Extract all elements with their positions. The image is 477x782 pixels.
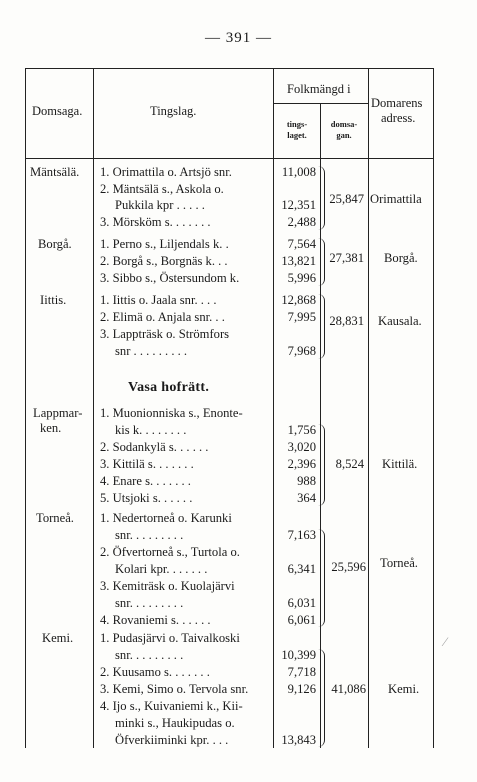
brace: [318, 529, 325, 627]
pencil-mark: ⁄: [444, 634, 447, 649]
domsaga-total: 28,831: [329, 314, 364, 328]
ting-value: 9,126: [287, 682, 316, 696]
domsaga-cell: Kemi.: [42, 631, 74, 645]
domsaga-cell: Lappmar-: [33, 406, 83, 420]
header-domsagan-1: domsa-: [330, 119, 358, 129]
header-tingslaget-1: tings-: [286, 119, 308, 129]
ting-value: 988: [297, 474, 316, 488]
adress-cell: Kittilä.: [382, 457, 418, 471]
ting-value: 7,718: [287, 665, 316, 679]
ting-value: 6,061: [287, 613, 316, 627]
tingslag-cell: Pukkila kpr . . . . .: [115, 198, 205, 212]
header-tingslaget-2: laget.: [287, 130, 307, 140]
tingslag-cell: 1. Perno s., Liljendals k. .: [100, 237, 229, 251]
ting-value: 7,995: [287, 310, 316, 324]
tingslag-cell: 5. Utsjoki s. . . . . .: [100, 491, 193, 505]
brace: [318, 649, 325, 747]
ting-value: 7,564: [287, 237, 316, 251]
ting-value: 364: [297, 491, 316, 505]
tingslag-cell: 3. Lappträsk o. Strömfors: [100, 327, 230, 341]
tingslag-cell: Kolari kpr. . . . . . .: [115, 562, 208, 576]
ting-value: 13,821: [281, 254, 316, 268]
tingslag-cell: kis k. . . . . . . .: [115, 423, 187, 437]
tingslag-cell: 2. Mäntsälä s., Askola o.: [100, 182, 224, 196]
tingslag-cell: 1. Pudasjärvi o. Taivalkoski: [100, 631, 240, 645]
tingslag-cell: snr. . . . . . . . .: [115, 596, 184, 610]
tingslag-cell: snr . . . . . . . . .: [115, 344, 188, 358]
tingslag-cell: 4. Rovaniemi s. . . . . .: [100, 613, 211, 627]
adress-cell: Torneå.: [380, 556, 418, 570]
tingslag-cell: 3. Kittilä s. . . . . . .: [100, 457, 194, 471]
tingslag-cell: 2. Borgå s., Borgnäs k. . .: [100, 254, 228, 268]
domsaga-cell: Iittis.: [40, 293, 67, 307]
adress-cell: Borgå.: [384, 251, 418, 265]
header-domsaga: Domsaga.: [32, 104, 83, 118]
domsaga-total: 27,381: [329, 251, 364, 265]
ting-value: 12,351: [281, 198, 316, 212]
ting-value: 1,756: [287, 423, 316, 437]
tingslag-cell: 2. Öfvertorneå s., Turtola o.: [100, 545, 240, 559]
col-rule-2: [93, 68, 94, 748]
header-domsagan-2: gan.: [336, 130, 352, 140]
tingslag-cell: 1. Iittis o. Jaala snr. . . .: [100, 293, 217, 307]
domsaga-total: 8,524: [335, 457, 364, 471]
header-domarens: Domarens: [371, 96, 423, 110]
ting-value: 7,968: [287, 344, 316, 358]
tingslag-cell: minki s., Haukipudas o.: [115, 716, 235, 730]
adress-cell: Kausala.: [378, 314, 422, 328]
domsaga-cell: Mäntsälä.: [30, 165, 80, 179]
ting-value: 2,488: [287, 215, 316, 229]
tingslag-cell: 1. Orimattila o. Artsjö snr.: [100, 165, 232, 179]
tingslag-cell: snr. . . . . . . . .: [115, 648, 184, 662]
ting-value: 7,163: [287, 528, 316, 542]
domsaga-cell: ken.: [40, 421, 62, 435]
brace: [318, 166, 325, 230]
domsaga-cell: Torneå.: [36, 511, 74, 525]
ting-value: 10,399: [281, 648, 316, 662]
tingslag-cell: 3. Mörsköm s. . . . . . .: [100, 215, 211, 229]
tingslag-cell: 1. Muonionniska s., Enonte-: [100, 406, 243, 420]
header-tingslag: Tingslag.: [150, 104, 197, 118]
ting-value: 13,843: [281, 733, 316, 747]
ting-value: 2,396: [287, 457, 316, 471]
tingslag-cell: 3. Kemi, Simo o. Tervola snr.: [100, 682, 249, 696]
col-rule-6: [433, 68, 434, 748]
tingslag-cell: snr. . . . . . . . .: [115, 528, 184, 542]
tingslag-cell: 2. Elimä o. Anjala snr. . .: [100, 310, 225, 324]
brace: [318, 424, 325, 506]
domsaga-total: 41,086: [331, 682, 366, 696]
domsaga-cell: Borgå.: [38, 237, 72, 251]
ting-value: 11,008: [281, 165, 316, 179]
ting-value: 6,031: [287, 596, 316, 610]
tingslag-cell: 3. Sibbo s., Östersundom k.: [100, 271, 240, 285]
adress-cell: Kemi.: [388, 682, 420, 696]
ting-value: 5,996: [287, 271, 316, 285]
tingslag-cell: Öfverkiiminki kpr. . . .: [115, 733, 229, 747]
col-rule-5: [368, 68, 369, 748]
table-top-rule: [25, 68, 433, 69]
section-title: Vasa hofrätt.: [128, 380, 210, 395]
ting-value: 6,341: [287, 562, 316, 576]
tingslag-cell: 3. Kemiträsk o. Kuolajärvi: [100, 579, 235, 593]
ting-value: 3,020: [287, 440, 316, 454]
tingslag-cell: 4. Ijo s., Kuivaniemi k., Kii-: [100, 699, 243, 713]
tingslag-cell: 2. Kuusamo s. . . . . . .: [100, 665, 210, 679]
brace: [318, 238, 325, 286]
col-rule-1: [25, 68, 26, 748]
tingslag-cell: 2. Sodankylä s. . . . . .: [100, 440, 209, 454]
header-adress: adress.: [381, 111, 416, 125]
tingslag-cell: 1. Nedertorneå o. Karunki: [100, 511, 232, 525]
page-number: — 391 —: [205, 30, 272, 46]
header-folkmangd: Folkmängd i: [287, 82, 351, 96]
tingslag-cell: 4. Enare s. . . . . . .: [100, 474, 191, 488]
domsaga-total: 25,847: [329, 192, 364, 206]
domsaga-total: 25,596: [331, 560, 366, 574]
ting-value: 12,868: [281, 293, 316, 307]
header-bottom-rule: [25, 158, 433, 159]
adress-cell: Orimattila: [370, 192, 422, 206]
brace: [318, 294, 325, 359]
